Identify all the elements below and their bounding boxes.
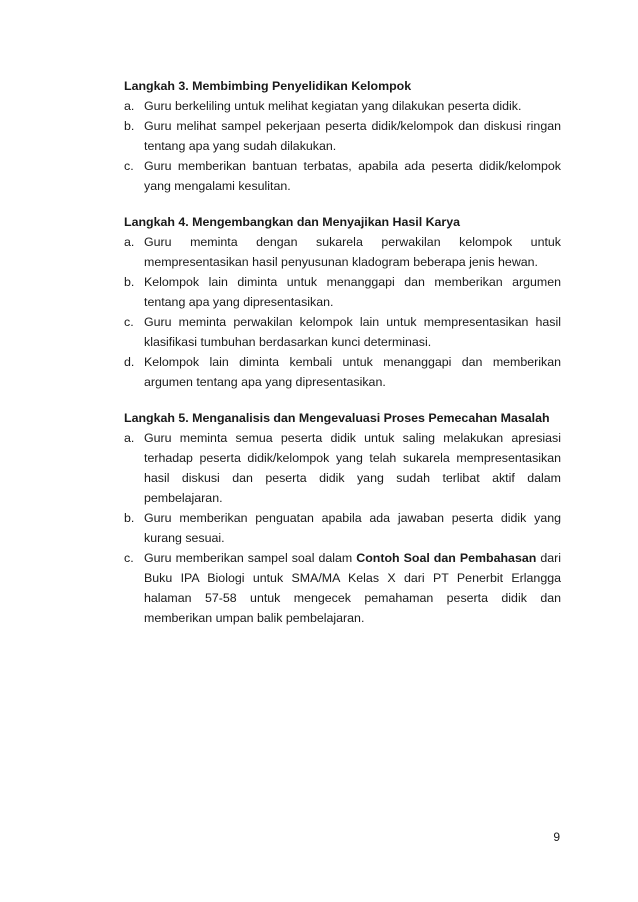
step-list <box>124 232 561 392</box>
book-reference-bold: Contoh Soal dan Pembahasan <box>356 551 537 565</box>
list-item-text-before: Guru memberikan sampel soal dalam <box>144 551 357 565</box>
page-number: 9 <box>553 830 560 844</box>
list-item <box>124 508 561 548</box>
list-marker: a. <box>124 99 135 113</box>
list-item <box>124 428 561 508</box>
section-langkah-5 <box>124 408 561 628</box>
list-item-text: Guru meminta dengan sukarela perwakilan kelompok untuk mempresentasikan hasil penyusunan kladogram beberapa jenis hewan. <box>144 235 561 269</box>
section-title: Langkah 3. Membimbing Penyelidikan Kelompok <box>124 79 412 93</box>
list-marker: b. <box>124 275 135 289</box>
step-list <box>124 428 561 628</box>
list-item-text: Guru memberikan penguatan apabila ada jawaban peserta didik yang kurang sesuai. <box>144 511 561 545</box>
list-marker: c. <box>124 159 134 173</box>
list-marker: a. <box>124 235 135 249</box>
list-item <box>124 312 561 352</box>
list-item-text: Guru berkeliling untuk melihat kegiatan yang dilakukan peserta didik. <box>144 99 522 113</box>
list-marker: b. <box>124 119 135 133</box>
list-item-text: Kelompok lain diminta kembali untuk menanggapi dan memberikan argumen tentang apa yang dipresentasikan. <box>144 355 561 389</box>
list-item-text: Guru melihat sampel pekerjaan peserta didik/kelompok dan diskusi ringan tentang apa yang sudah dilakukan. <box>144 119 561 153</box>
list-item-text: Guru meminta semua peserta didik untuk saling melakukan apresiasi terhadap peserta didik/kelompok yang telah sukarela mempresentasikan hasil diskusi dan peserta didik yang sudah terlibat aktif dalam pembelajaran. <box>144 431 561 505</box>
list-item-text-after: dari Buku IPA Biologi untuk SMA/MA Kelas X dari PT Penerbit Erlangga halaman 57-58 untuk mengecek pemahaman peserta didik dan memberikan umpan balik pembelajaran. <box>144 551 561 625</box>
section-title: Langkah 4. Mengembangkan dan Menyajikan Hasil Karya <box>124 215 461 229</box>
section-langkah-3 <box>124 76 561 196</box>
list-item-text: Guru memberikan bantuan terbatas, apabila ada peserta didik/kelompok yang mengalami kesulitan. <box>144 159 561 193</box>
list-item <box>124 548 561 628</box>
list-item <box>124 116 561 156</box>
list-marker: c. <box>124 551 134 565</box>
list-item-text: Kelompok lain diminta untuk menanggapi dan memberikan argumen tentang apa yang dipresentasikan. <box>144 275 561 309</box>
document-body <box>124 76 561 644</box>
section-title: Langkah 5. Menganalisis dan Mengevaluasi Proses Pemecahan Masalah <box>124 411 550 425</box>
list-item <box>124 232 561 272</box>
list-item-text: Guru meminta perwakilan kelompok lain untuk mempresentasikan hasil klasifikasi tumbuhan berdasarkan kunci determinasi. <box>144 315 561 349</box>
list-marker: b. <box>124 511 135 525</box>
list-marker: a. <box>124 431 135 445</box>
list-item <box>124 156 561 196</box>
list-item <box>124 352 561 392</box>
list-item <box>124 272 561 312</box>
list-item <box>124 96 561 116</box>
step-list <box>124 96 561 196</box>
list-item-text <box>144 551 561 625</box>
list-marker: c. <box>124 315 134 329</box>
section-langkah-4 <box>124 212 561 392</box>
list-marker: d. <box>124 355 135 369</box>
